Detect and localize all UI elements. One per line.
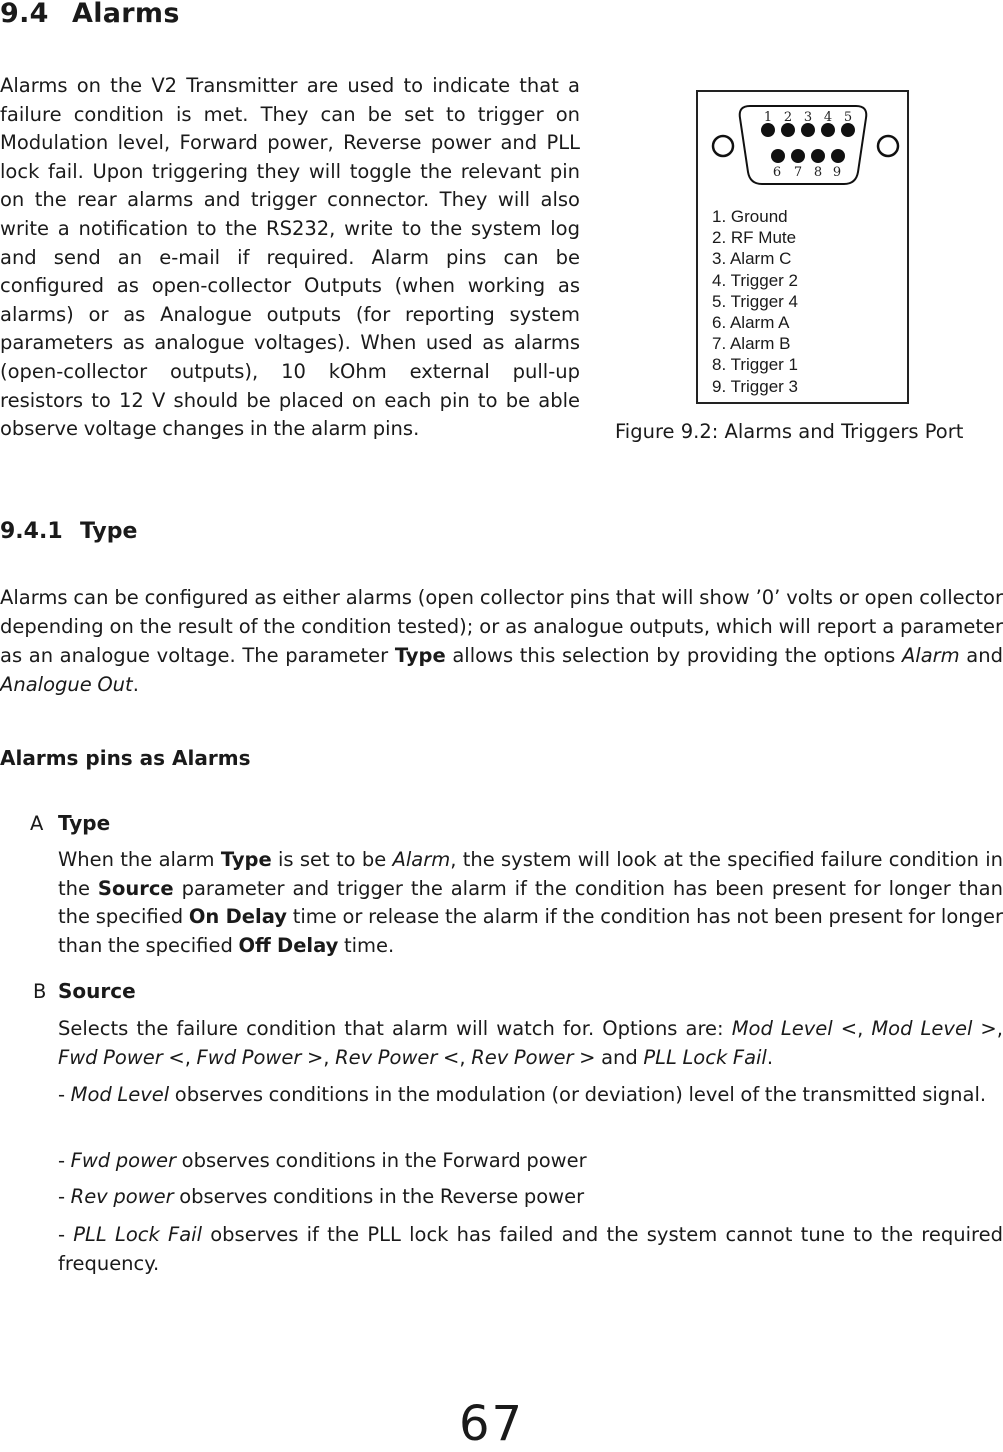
bullet-dash: - [58, 1083, 71, 1106]
bullet-dash: - [58, 1185, 71, 1208]
pin-1 [761, 123, 775, 137]
subsection-heading [0, 519, 137, 544]
separator: and [595, 1045, 644, 1069]
pin-3 [801, 123, 815, 137]
option: Mod Level < [731, 1017, 858, 1040]
bullet-text: observes conditions in the Reverse power [173, 1185, 585, 1208]
bullet-pll-lock [58, 1221, 1003, 1278]
bullet-term: Mod Level [70, 1083, 170, 1106]
intro-paragraph: Alarms on the V2 Transmitter are used to indicate that a failure condition is met. They can be set to trigger on Modulation level, Forward power, Reverse power and PLL lock fail. Upon triggering they will toggle the relevant pin on the rear alarms and trigger connector. They will also write a notification to the RS232, write to the system log and send an e-mail if required. Alarm pins can be configured as open-collector Outputs (when working as alarms) or as Analogue outputs (for reporting system parameters as analogue voltages). When used as alarms (open-collector outputs), 10 kOhm external pull-up resistors to 12 V should be placed on each pin to be able observe voltage changes in the alarm pins. [0, 74, 580, 441]
figure-caption: Figure 9.2: Alarms and Triggers Port [615, 420, 964, 443]
bullet-text: observes conditions in the modulation (or deviation) level of the transmitted signal. [169, 1083, 987, 1106]
bold-term: Type [220, 848, 272, 871]
pin-label-4: 4 [823, 110, 833, 125]
pin-label-2: 2 [783, 110, 793, 125]
section-number: 9.4 [0, 0, 49, 29]
pin-item: 4. Trigger 2 [712, 270, 798, 290]
bullet-rev-power [58, 1183, 1003, 1212]
text-run: allows this selection by providing the options [445, 644, 902, 667]
pin-item: 2. RF Mute [712, 228, 797, 248]
separator: , [996, 1017, 1003, 1040]
option: Fwd Power > [196, 1045, 324, 1069]
pin-label-3: 3 [803, 110, 813, 125]
text-run: is set to be [271, 848, 393, 871]
pin-list [712, 206, 798, 397]
item-a-letter: A [30, 812, 44, 835]
bullet-mod-level [58, 1081, 1003, 1110]
item-b-title: Source [58, 979, 136, 1003]
bold-term: On Delay [188, 905, 287, 929]
separator: , [323, 1045, 336, 1069]
pin-label-6: 6 [772, 165, 782, 180]
option: Mod Level > [871, 1017, 997, 1040]
option: Rev Power < [335, 1045, 460, 1069]
type-paragraph [0, 583, 1003, 699]
pin-8 [811, 149, 825, 163]
pin-label-7: 7 [793, 165, 803, 180]
italic-term: Analogue Out [0, 673, 133, 696]
italic-term: Alarm [392, 848, 451, 871]
pin-item: 7. Alarm B [712, 334, 791, 354]
text-run: When the alarm [58, 848, 221, 871]
text-run: time. [338, 933, 395, 957]
bold-term: Off Delay [238, 933, 339, 957]
bullet-fwd-power [58, 1147, 1003, 1176]
bold-term: Source [97, 876, 174, 900]
pin-4 [821, 123, 835, 137]
item-a-body [58, 846, 1003, 960]
item-b-letter: B [33, 980, 47, 1003]
pin-5 [841, 123, 855, 137]
text-run: Alarms can be configured as either alarms (open collector pins that will show ’0’ volts or open collector depending on the result of the condition tested); or as analogue outputs, which will report a parameter as an analogue voltage. The parameter [0, 586, 1003, 667]
text-run: parameter and trigger the alarm if the condition has been present for longer than the specified [58, 876, 1003, 929]
alarms-subheading: Alarms pins as Alarms [0, 746, 251, 770]
pin-item: 1. Ground [712, 207, 788, 226]
pin-label-1: 1 [763, 110, 773, 125]
pin-item: 8. Trigger 1 [712, 355, 798, 375]
pin-item: 6. Alarm A [712, 313, 790, 333]
pin-label-8: 8 [813, 165, 823, 180]
pin-label-5: 5 [843, 110, 853, 125]
pin-7 [791, 149, 805, 163]
text-run: . [132, 673, 139, 696]
option: Fwd Power < [58, 1045, 185, 1069]
italic-term: Alarm [901, 644, 960, 667]
bullet-text: observes if the PLL lock has failed and the system cannot tune to the required frequency. [58, 1223, 1003, 1275]
option: Rev Power > [471, 1045, 596, 1069]
pin-label-9: 9 [832, 165, 842, 180]
pin-item: 5. Trigger 4 [712, 291, 798, 311]
text-run: and [959, 644, 1003, 667]
bullet-text: observes conditions in the Forward power [176, 1149, 587, 1172]
item-a-title: Type [58, 811, 111, 835]
pin-6 [771, 149, 785, 163]
bullet-term: PLL Lock Fail [73, 1223, 203, 1246]
subsection-title: Type [80, 519, 138, 544]
text-run: , the system will look at the specified failure condition in the [58, 848, 1003, 900]
bullet-dash: - [58, 1223, 74, 1246]
bullet-term: Fwd power [70, 1149, 177, 1172]
connector-figure [696, 90, 909, 404]
item-b-body [58, 1015, 1003, 1072]
separator: , [184, 1045, 197, 1069]
section-heading [0, 0, 180, 29]
mount-hole-left [713, 136, 733, 156]
separator: . [766, 1045, 774, 1069]
page-number: 67 [459, 1396, 525, 1452]
text-run: time or release the alarm if the condition has not been present for longer than the specified [58, 905, 1003, 957]
bullet-term: Rev power [70, 1185, 174, 1208]
bullet-dash: - [58, 1149, 71, 1172]
separator: , [857, 1017, 872, 1040]
subsection-number: 9.4.1 [0, 519, 63, 544]
db9-connector-diagram [698, 92, 907, 212]
separator: , [459, 1045, 472, 1069]
section-title: Alarms [72, 0, 180, 29]
pin-9 [831, 149, 845, 163]
bold-term: Type [394, 644, 446, 667]
text-run: Selects the failure condition that alarm will watch for. Options are: [58, 1017, 732, 1040]
pin-2 [781, 123, 795, 137]
mount-hole-right [878, 136, 898, 156]
option: PLL Lock Fail [643, 1045, 767, 1069]
pin-item: 9. Trigger 3 [712, 376, 798, 396]
pin-item: 3. Alarm C [712, 249, 792, 269]
